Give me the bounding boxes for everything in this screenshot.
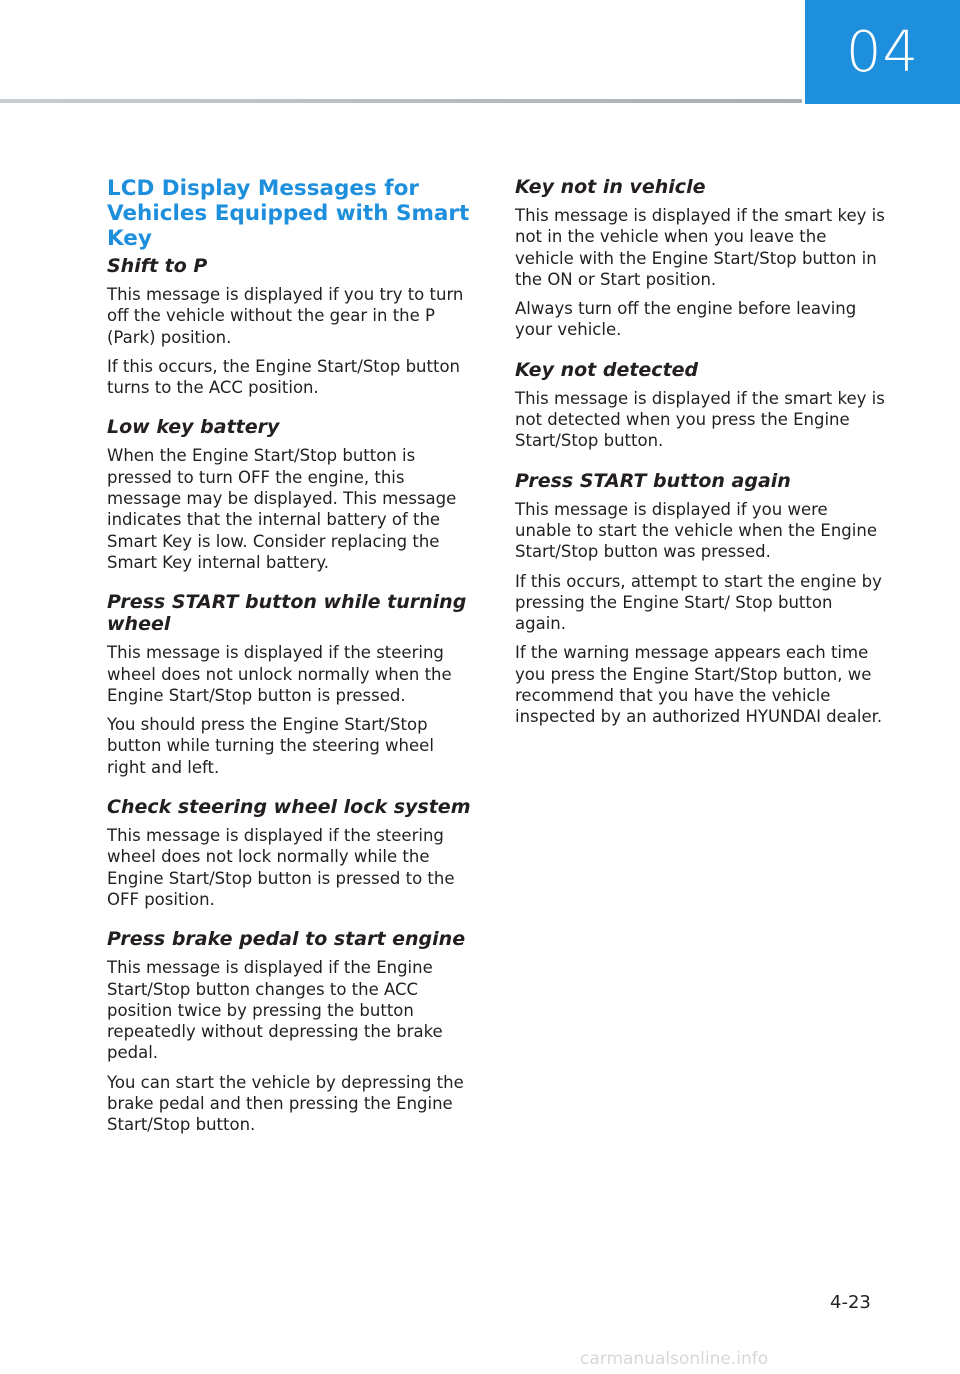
message-heading: Key not in vehicle bbox=[515, 176, 706, 198]
paragraph: If this occurs, the Engine Start/Stop button turns to the ACC position. bbox=[107, 356, 461, 398]
paragraph: This message is displayed if the steering wheel does not lock normally while the Engine Start/Stop button is pressed to the OFF position. bbox=[107, 826, 455, 909]
message-heading: Check steering wheel lock system bbox=[107, 796, 471, 819]
paragraph: If the warning message appears each time you press the Engine Start/Stop button, we recommend that you have the vehicle inspected by an authorized HYUNDAI dealer. bbox=[515, 643, 883, 727]
paragraph: This message is displayed if the smart key is not detected when you press the Engine Start/Stop button. bbox=[515, 388, 885, 451]
left-column bbox=[107, 176, 477, 1154]
chapter-number: 04 bbox=[845, 19, 920, 85]
message-block-press-start-while-turning bbox=[107, 591, 477, 778]
paragraph: This message is displayed if the Engine Start/Stop button changes to the ACC position twice by pressing the button repeatedly without depressing the brake pedal. bbox=[107, 958, 443, 1063]
paragraph: If this occurs, attempt to start the engine by pressing the Engine Start/ Stop button again. bbox=[515, 571, 882, 634]
message-block-press-start-again bbox=[515, 470, 885, 728]
message-block-key-not-detected bbox=[515, 359, 885, 452]
paragraph: This message is displayed if the steering wheel does not unlock normally when the Engine Start/Stop button is pressed. bbox=[107, 643, 452, 705]
message-heading: Press START button while turning wheel bbox=[107, 591, 467, 636]
message-heading: Shift to P bbox=[107, 255, 208, 277]
watermark-text[interactable]: carmanualsonline.info bbox=[580, 1349, 769, 1369]
message-heading: Press brake pedal to start engine bbox=[107, 928, 466, 951]
paragraph: This message is displayed if you were unable to start the vehicle when the Engine Start/Stop button was pressed. bbox=[515, 499, 877, 562]
paragraph: This message is displayed if you try to turn off the vehicle without the gear in the P (Park) position. bbox=[107, 285, 464, 347]
paragraph: Always turn off the engine before leaving your vehicle. bbox=[515, 299, 857, 340]
right-column bbox=[515, 176, 885, 746]
message-block-press-brake-pedal bbox=[107, 928, 477, 1135]
message-block-key-not-in-vehicle bbox=[515, 176, 885, 341]
message-block-low-key-battery bbox=[107, 416, 477, 573]
section-title: LCD Display Messages for Vehicles Equipped with Smart Key bbox=[107, 176, 470, 251]
message-heading: Press START button again bbox=[515, 469, 791, 492]
header-rule bbox=[0, 99, 802, 103]
message-block-shift-to-p bbox=[107, 255, 477, 398]
page-number: 4-23 bbox=[830, 1292, 871, 1313]
paragraph: You can start the vehicle by depressing the brake pedal and then pressing the Engine Start/Stop button. bbox=[107, 1072, 464, 1135]
paragraph: This message is displayed if the smart key is not in the vehicle when you leave the vehicle with the Engine Start/Stop button in the ON or Start position. bbox=[515, 206, 885, 289]
paragraph: You should press the Engine Start/Stop button while turning the steering wheel right and left. bbox=[107, 715, 434, 777]
paragraph: When the Engine Start/Stop button is pressed to turn OFF the engine, this message may be displayed. This message indicates that the internal battery of the Smart Key is low. Consider replacing the Smart Key internal battery. bbox=[107, 446, 457, 572]
message-heading: Low key battery bbox=[107, 416, 280, 439]
message-heading: Key not detected bbox=[515, 358, 699, 381]
message-block-check-steering-lock bbox=[107, 796, 477, 910]
chapter-tab bbox=[805, 0, 960, 104]
